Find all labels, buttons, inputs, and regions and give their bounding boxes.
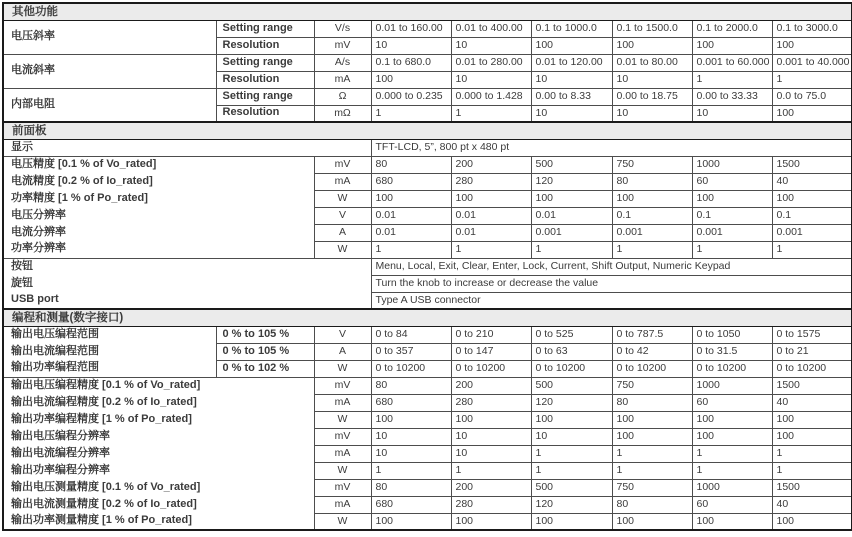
value-cell: 0 to 525 [531, 326, 612, 343]
row-sublabel: Setting range [216, 88, 314, 105]
row-label: 显示 [3, 139, 371, 156]
value-cell: 100 [772, 513, 852, 530]
row-sublabel: Resolution [216, 71, 314, 88]
row-label: 功率精度 [1 % of Po_rated] [3, 190, 314, 207]
value-cell: 100 [371, 71, 451, 88]
value-cell: 0 to 1575 [772, 326, 852, 343]
unit-cell: A/s [314, 54, 371, 71]
unit-cell: V [314, 207, 371, 224]
value-cell: 10 [371, 428, 451, 445]
row-label: 输出功率编程范围 [3, 360, 216, 377]
section-header: 编程和测量(数字接口) [3, 309, 852, 326]
value-cell: 750 [612, 479, 692, 496]
value-cell: 1 [772, 462, 852, 479]
value-cell: 1 [371, 105, 451, 122]
table-row [3, 360, 852, 377]
value-cell: Menu, Local, Exit, Clear, Enter, Lock, Current, Shift Output, Numeric Keypad [371, 258, 852, 275]
value-cell: 1 [451, 105, 531, 122]
value-cell: 680 [371, 394, 451, 411]
value-cell: 0.01 to 80.00 [612, 54, 692, 71]
row-sublabel: Resolution [216, 105, 314, 122]
unit-cell: mV [314, 37, 371, 54]
section-header-row [3, 122, 852, 139]
value-cell: 10 [451, 428, 531, 445]
value-cell: Type A USB connector [371, 292, 852, 309]
value-cell: 280 [451, 173, 531, 190]
value-cell: 0.1 to 1500.0 [612, 20, 692, 37]
value-cell: 100 [371, 411, 451, 428]
value-cell: 100 [692, 37, 772, 54]
unit-cell: A [314, 224, 371, 241]
value-cell: 0 to 63 [531, 343, 612, 360]
value-cell: 750 [612, 377, 692, 394]
value-cell: 0.1 [612, 207, 692, 224]
section-header-row [3, 309, 852, 326]
value-cell: 0.00 to 8.33 [531, 88, 612, 105]
value-cell: 10 [612, 71, 692, 88]
row-label: 输出电流编程分辨率 [3, 445, 314, 462]
spec-table-body [3, 3, 852, 530]
row-label: 按钮 [3, 258, 371, 275]
value-cell: 100 [692, 411, 772, 428]
value-cell: 0 to 42 [612, 343, 692, 360]
value-cell: 0.001 [531, 224, 612, 241]
value-cell: 120 [531, 173, 612, 190]
value-cell: 0 to 10200 [772, 360, 852, 377]
value-cell: 1000 [692, 377, 772, 394]
value-cell: 100 [451, 411, 531, 428]
value-cell: 1 [692, 71, 772, 88]
table-row [3, 462, 852, 479]
row-label: 功率分辨率 [3, 241, 314, 258]
value-cell: 0 to 787.5 [612, 326, 692, 343]
value-cell: 680 [371, 173, 451, 190]
value-cell: 100 [612, 513, 692, 530]
row-label: 电压斜率 [3, 20, 216, 54]
table-row [3, 173, 852, 190]
table-row [3, 20, 852, 37]
table-row [3, 139, 852, 156]
table-row [3, 156, 852, 173]
value-cell: 100 [692, 190, 772, 207]
value-cell: 100 [612, 428, 692, 445]
value-cell: 0.001 to 60.000 [692, 54, 772, 71]
unit-cell: mA [314, 71, 371, 88]
value-cell: 0 to 357 [371, 343, 451, 360]
row-label: 输出电流编程精度 [0.2 % of Io_rated] [3, 394, 314, 411]
unit-cell: mA [314, 173, 371, 190]
value-cell: 100 [612, 411, 692, 428]
value-cell: 0.0 to 75.0 [772, 88, 852, 105]
row-label: 输出电压编程范围 [3, 326, 216, 343]
value-cell: 0 to 10200 [692, 360, 772, 377]
row-label: USB port [3, 292, 371, 309]
value-cell: 280 [451, 496, 531, 513]
table-row [3, 428, 852, 445]
table-row [3, 479, 852, 496]
value-cell: 1000 [692, 156, 772, 173]
table-row [3, 394, 852, 411]
unit-cell: mV [314, 428, 371, 445]
unit-cell: W [314, 190, 371, 207]
value-cell: 0.1 to 1000.0 [531, 20, 612, 37]
value-cell: 1 [772, 71, 852, 88]
value-cell: 100 [531, 411, 612, 428]
value-cell: 0.000 to 1.428 [451, 88, 531, 105]
value-cell: 80 [371, 377, 451, 394]
value-cell: 1 [692, 445, 772, 462]
value-cell: 1 [531, 241, 612, 258]
table-row [3, 326, 852, 343]
value-cell: 80 [612, 173, 692, 190]
section-header-row [3, 3, 852, 20]
unit-cell: W [314, 360, 371, 377]
value-cell: 100 [531, 190, 612, 207]
row-label: 输出电流编程范围 [3, 343, 216, 360]
value-cell: Turn the knob to increase or decrease the value [371, 275, 852, 292]
value-cell: 60 [692, 496, 772, 513]
value-cell: 1 [451, 241, 531, 258]
row-label: 输出功率编程精度 [1 % of Po_rated] [3, 411, 314, 428]
value-cell: 0 to 84 [371, 326, 451, 343]
unit-cell: mV [314, 377, 371, 394]
value-cell: TFT-LCD, 5”, 800 pt x 480 pt [371, 139, 852, 156]
value-cell: 80 [371, 479, 451, 496]
value-cell: 100 [692, 428, 772, 445]
value-cell: 10 [451, 37, 531, 54]
value-cell: 1 [531, 462, 612, 479]
value-cell: 1000 [692, 479, 772, 496]
table-row [3, 190, 852, 207]
table-row [3, 445, 852, 462]
unit-cell: mΩ [314, 105, 371, 122]
value-cell: 0.00 to 18.75 [612, 88, 692, 105]
section-header: 其他功能 [3, 3, 852, 20]
unit-cell: W [314, 411, 371, 428]
unit-cell: W [314, 513, 371, 530]
value-cell: 1 [612, 462, 692, 479]
value-cell: 750 [612, 156, 692, 173]
value-cell: 0 to 31.5 [692, 343, 772, 360]
value-cell: 0.01 [371, 207, 451, 224]
value-cell: 0.1 to 3000.0 [772, 20, 852, 37]
value-cell: 200 [451, 479, 531, 496]
row-sublabel: 0 % to 105 % [216, 343, 314, 360]
value-cell: 200 [451, 156, 531, 173]
row-label: 输出电压编程分辨率 [3, 428, 314, 445]
value-cell: 0.001 [772, 224, 852, 241]
value-cell: 0.000 to 0.235 [371, 88, 451, 105]
value-cell: 1500 [772, 156, 852, 173]
value-cell: 100 [612, 190, 692, 207]
value-cell: 680 [371, 496, 451, 513]
unit-cell: mA [314, 445, 371, 462]
value-cell: 0 to 21 [772, 343, 852, 360]
value-cell: 1 [371, 241, 451, 258]
unit-cell: Ω [314, 88, 371, 105]
table-row [3, 224, 852, 241]
table-row [3, 241, 852, 258]
value-cell: 100 [692, 513, 772, 530]
unit-cell: W [314, 241, 371, 258]
unit-cell: V/s [314, 20, 371, 37]
value-cell: 0 to 147 [451, 343, 531, 360]
spec-table [2, 2, 852, 531]
unit-cell: mA [314, 394, 371, 411]
value-cell: 500 [531, 377, 612, 394]
value-cell: 0.001 to 40.000 [772, 54, 852, 71]
value-cell: 120 [531, 496, 612, 513]
value-cell: 1 [692, 462, 772, 479]
row-label: 输出功率编程分辨率 [3, 462, 314, 479]
value-cell: 10 [451, 71, 531, 88]
table-row [3, 343, 852, 360]
value-cell: 0 to 10200 [371, 360, 451, 377]
table-row [3, 411, 852, 428]
value-cell: 100 [612, 37, 692, 54]
table-row [3, 292, 852, 309]
value-cell: 10 [451, 445, 531, 462]
table-row [3, 258, 852, 275]
value-cell: 100 [772, 37, 852, 54]
spec-sheet [2, 2, 852, 531]
value-cell: 10 [531, 105, 612, 122]
value-cell: 100 [772, 190, 852, 207]
unit-cell: mV [314, 479, 371, 496]
value-cell: 100 [371, 190, 451, 207]
value-cell: 0.1 to 2000.0 [692, 20, 772, 37]
value-cell: 80 [612, 394, 692, 411]
table-row [3, 275, 852, 292]
row-label: 电压精度 [0.1 % of Vo_rated] [3, 156, 314, 173]
value-cell: 100 [451, 190, 531, 207]
value-cell: 60 [692, 173, 772, 190]
row-label: 电压分辨率 [3, 207, 314, 224]
value-cell: 0 to 10200 [612, 360, 692, 377]
value-cell: 40 [772, 173, 852, 190]
value-cell: 10 [612, 105, 692, 122]
row-label: 输出功率测量精度 [1 % of Po_rated] [3, 513, 314, 530]
unit-cell: mV [314, 156, 371, 173]
value-cell: 10 [531, 71, 612, 88]
value-cell: 80 [371, 156, 451, 173]
value-cell: 40 [772, 496, 852, 513]
value-cell: 100 [451, 513, 531, 530]
value-cell: 0.1 to 680.0 [371, 54, 451, 71]
table-row [3, 496, 852, 513]
row-label: 电流斜率 [3, 54, 216, 88]
value-cell: 100 [772, 428, 852, 445]
value-cell: 60 [692, 394, 772, 411]
value-cell: 0.01 [531, 207, 612, 224]
row-sublabel: 0 % to 105 % [216, 326, 314, 343]
row-label: 内部电阻 [3, 88, 216, 122]
value-cell: 0.001 [692, 224, 772, 241]
value-cell: 100 [531, 37, 612, 54]
table-row [3, 88, 852, 105]
row-label: 电流分辨率 [3, 224, 314, 241]
value-cell: 1 [692, 241, 772, 258]
row-label: 电流精度 [0.2 % of Io_rated] [3, 173, 314, 190]
value-cell: 0.01 [371, 224, 451, 241]
row-sublabel: 0 % to 102 % [216, 360, 314, 377]
row-label: 输出电压编程精度 [0.1 % of Vo_rated] [3, 377, 314, 394]
value-cell: 1 [451, 462, 531, 479]
value-cell: 1 [612, 445, 692, 462]
value-cell: 100 [772, 105, 852, 122]
row-sublabel: Resolution [216, 37, 314, 54]
value-cell: 10 [692, 105, 772, 122]
row-label: 旋钮 [3, 275, 371, 292]
value-cell: 0 to 210 [451, 326, 531, 343]
value-cell: 280 [451, 394, 531, 411]
table-row [3, 513, 852, 530]
value-cell: 0.01 [451, 224, 531, 241]
value-cell: 1 [772, 445, 852, 462]
value-cell: 0 to 10200 [451, 360, 531, 377]
value-cell: 0.01 to 120.00 [531, 54, 612, 71]
value-cell: 0.01 to 160.00 [371, 20, 451, 37]
value-cell: 0.01 [451, 207, 531, 224]
value-cell: 80 [612, 496, 692, 513]
unit-cell: A [314, 343, 371, 360]
value-cell: 100 [371, 513, 451, 530]
value-cell: 1 [772, 241, 852, 258]
row-label: 输出电压测量精度 [0.1 % of Vo_rated] [3, 479, 314, 496]
value-cell: 0.01 to 280.00 [451, 54, 531, 71]
value-cell: 120 [531, 394, 612, 411]
value-cell: 200 [451, 377, 531, 394]
value-cell: 0 to 1050 [692, 326, 772, 343]
section-header: 前面板 [3, 122, 852, 139]
value-cell: 1 [371, 462, 451, 479]
table-row [3, 207, 852, 224]
value-cell: 10 [371, 445, 451, 462]
value-cell: 0.1 [692, 207, 772, 224]
value-cell: 0 to 10200 [531, 360, 612, 377]
unit-cell: V [314, 326, 371, 343]
value-cell: 100 [772, 411, 852, 428]
value-cell: 0.00 to 33.33 [692, 88, 772, 105]
value-cell: 1500 [772, 479, 852, 496]
value-cell: 500 [531, 479, 612, 496]
value-cell: 0.01 to 400.00 [451, 20, 531, 37]
table-row [3, 54, 852, 71]
unit-cell: mA [314, 496, 371, 513]
row-label: 输出电流测量精度 [0.2 % of Io_rated] [3, 496, 314, 513]
value-cell: 1 [531, 445, 612, 462]
value-cell: 40 [772, 394, 852, 411]
value-cell: 100 [531, 513, 612, 530]
value-cell: 0.1 [772, 207, 852, 224]
value-cell: 0.001 [612, 224, 692, 241]
value-cell: 500 [531, 156, 612, 173]
value-cell: 10 [531, 428, 612, 445]
value-cell: 1500 [772, 377, 852, 394]
unit-cell: W [314, 462, 371, 479]
row-sublabel: Setting range [216, 54, 314, 71]
table-row [3, 377, 852, 394]
value-cell: 10 [371, 37, 451, 54]
row-sublabel: Setting range [216, 20, 314, 37]
value-cell: 1 [612, 241, 692, 258]
